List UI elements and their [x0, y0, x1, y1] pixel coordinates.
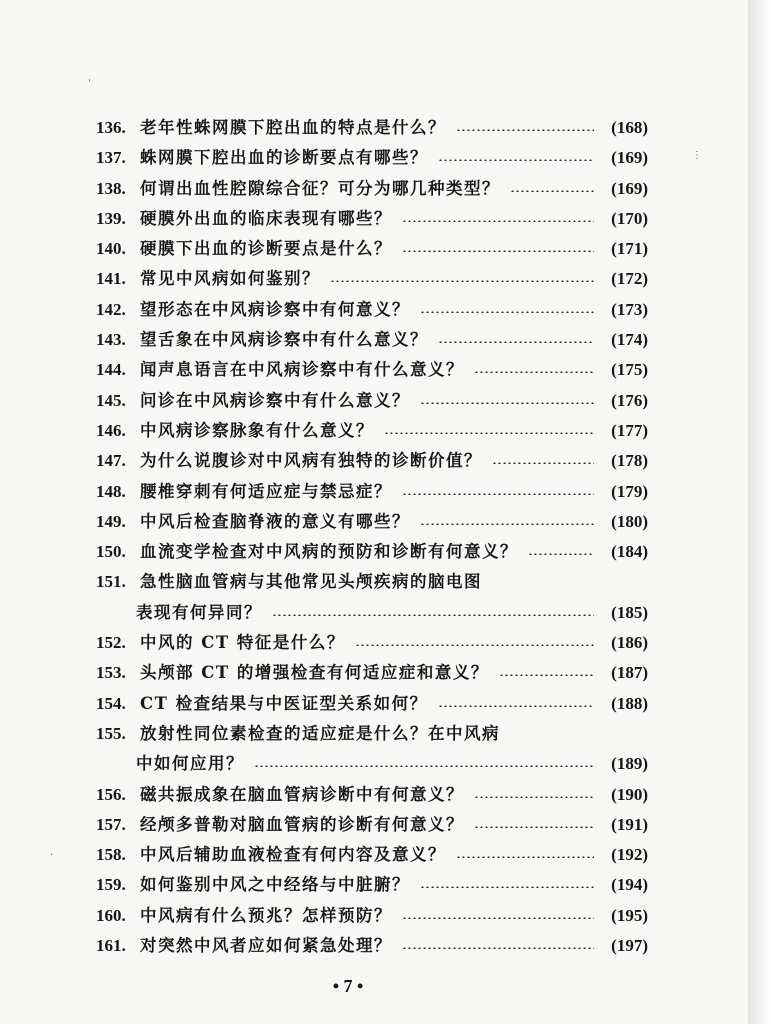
- toc-entry: [96, 567, 648, 628]
- dot-leader: [402, 493, 594, 495]
- entry-title: 为什么说腹诊对中风病有独特的诊断价值？: [140, 451, 482, 471]
- entry-title: 望形态在中风病诊察中有何意义？: [140, 299, 410, 319]
- entry-number: 145.: [96, 390, 126, 410]
- entry-number: 155.: [96, 723, 126, 743]
- dot-leader: [384, 432, 594, 434]
- entry-line: [140, 264, 648, 294]
- entry-number: 161.: [96, 936, 126, 956]
- entry-number: 137.: [96, 148, 126, 168]
- toc-entry: [96, 810, 648, 840]
- dot-leader: [499, 674, 594, 676]
- entry-title: 蛛网膜下腔出血的诊断要点有哪些？: [140, 148, 428, 168]
- entry-page: (180): [611, 511, 648, 531]
- toc-entry: [96, 386, 648, 416]
- entry-number: 148.: [96, 481, 126, 501]
- dot-leader: [510, 190, 594, 192]
- entry-title: 中风的 CT 特征是什么？: [140, 633, 345, 653]
- toc-entry: [96, 780, 648, 810]
- entry-page: (187): [611, 663, 648, 683]
- entry-number: 151.: [96, 572, 126, 592]
- entry-line: [140, 204, 648, 234]
- dot-leader: [438, 705, 594, 707]
- entry-page: (173): [611, 299, 648, 319]
- page-number: • 7 •: [332, 976, 364, 996]
- scan-speck: ⋮: [692, 150, 702, 161]
- entry-number: 154.: [96, 693, 126, 713]
- entry-page: (169): [611, 178, 648, 198]
- entry-line: [136, 749, 648, 779]
- entry-line: [140, 325, 648, 355]
- dot-leader: [420, 311, 594, 313]
- toc-entry: [96, 234, 648, 264]
- entry-page: (184): [611, 542, 648, 562]
- entry-line: [140, 931, 648, 961]
- toc-entry: [96, 264, 648, 294]
- entry-line: [140, 689, 648, 719]
- toc-entry: [96, 295, 648, 325]
- entry-number: 140.: [96, 239, 126, 259]
- entry-line: [140, 477, 648, 507]
- dot-leader: [420, 886, 594, 888]
- entry-title: 老年性蛛网膜下腔出血的特点是什么？: [140, 118, 446, 137]
- entry-title: 经颅多普勒对脑血管病的诊断有何意义？: [140, 814, 464, 834]
- toc-entry: [96, 840, 648, 870]
- entry-number: 142.: [96, 299, 126, 319]
- dot-leader: [355, 644, 594, 646]
- entry-number: 139.: [96, 208, 126, 228]
- entry-page: (195): [611, 905, 648, 925]
- dot-leader: [420, 523, 594, 525]
- dot-leader: [474, 796, 594, 798]
- toc-entry: [96, 204, 648, 234]
- entry-number: 149.: [96, 511, 126, 531]
- entry-number: 141.: [96, 269, 126, 289]
- toc-entry: [96, 537, 648, 567]
- entry-number: 147.: [96, 451, 126, 471]
- entry-title: 对突然中风者应如何紧急处理？: [140, 936, 392, 956]
- dot-leader: [402, 250, 594, 252]
- entry-page: (178): [611, 451, 648, 471]
- toc-entry: [96, 931, 648, 961]
- toc-entry: [96, 870, 648, 900]
- entry-page: (170): [611, 208, 648, 228]
- entry-line: [140, 113, 648, 143]
- dot-leader: [330, 280, 594, 282]
- entry-title: 望舌象在中风病诊察中有什么意义？: [140, 330, 428, 350]
- entry-title: 硬膜下出血的诊断要点是什么？: [140, 239, 392, 259]
- dot-leader: [272, 614, 594, 616]
- toc-entry: [96, 325, 648, 355]
- entry-title: 腰椎穿刺有何适应症与禁忌症？: [140, 481, 392, 501]
- entry-title-continuation: 表现有何异同？: [136, 602, 262, 622]
- entry-page: (168): [611, 118, 648, 137]
- table-of-contents: [96, 113, 648, 961]
- entry-number: 138.: [96, 178, 126, 198]
- entry-page: (197): [611, 936, 648, 956]
- toc-entry: [96, 658, 648, 688]
- entry-page: (191): [611, 814, 648, 834]
- entry-page: (174): [611, 330, 648, 350]
- entry-line: [140, 870, 648, 900]
- entry-title: 中风病有什么预兆？怎样预防？: [140, 905, 392, 925]
- dot-leader: [438, 159, 594, 161]
- entry-title: 如何鉴别中风之中经络与中脏腑？: [140, 875, 410, 895]
- toc-entry: [96, 113, 648, 143]
- entry-page: (177): [611, 420, 648, 440]
- entry-number: 136.: [96, 118, 126, 137]
- toc-entry: [96, 719, 648, 780]
- entry-page: (194): [611, 875, 648, 895]
- entry-title-continuation: 中如何应用？: [136, 754, 244, 774]
- entry-line: [140, 355, 648, 385]
- toc-entry: [96, 174, 648, 204]
- entry-title: CT 检查结果与中医证型关系如何？: [140, 693, 428, 713]
- dot-leader: [456, 856, 594, 858]
- entry-page: (176): [611, 390, 648, 410]
- dot-leader: [402, 947, 594, 949]
- entry-line: [140, 780, 648, 810]
- entry-number: 146.: [96, 420, 126, 440]
- entry-page: (172): [611, 269, 648, 289]
- toc-entry: [96, 416, 648, 446]
- entry-title: 问诊在中风病诊察中有什么意义？: [140, 390, 410, 410]
- entry-title: 硬膜外出血的临床表现有哪些？: [140, 208, 392, 228]
- scan-speck: ·: [50, 850, 54, 861]
- dot-leader: [474, 826, 594, 828]
- entry-line: [140, 446, 648, 476]
- entry-line: [140, 901, 648, 931]
- dot-leader: [492, 462, 594, 464]
- entry-line: [140, 174, 648, 204]
- entry-number: 143.: [96, 330, 126, 350]
- entry-page: (188): [611, 693, 648, 713]
- entry-page: (189): [611, 754, 648, 774]
- dot-leader: [528, 553, 594, 555]
- scan-speck: ˌ: [88, 72, 91, 83]
- entry-title: 头颅部 CT 的增强检查有何适应症和意义？: [140, 663, 489, 683]
- entry-page: (179): [611, 481, 648, 501]
- toc-entry: [96, 477, 648, 507]
- entry-number: 157.: [96, 814, 126, 834]
- entry-line: [136, 598, 648, 628]
- entry-page: (171): [611, 239, 648, 259]
- entry-number: 159.: [96, 875, 126, 895]
- entry-line: [140, 143, 648, 173]
- entry-title: 闻声息语言在中风病诊察中有什么意义？: [140, 360, 464, 380]
- entry-number: 156.: [96, 784, 126, 804]
- entry-line: [140, 295, 648, 325]
- entry-title: 急性脑血管病与其他常见头颅疾病的脑电图: [140, 572, 482, 592]
- entry-number: 152.: [96, 633, 126, 653]
- dot-leader: [402, 917, 594, 919]
- entry-page: (186): [611, 633, 648, 653]
- toc-entry: [96, 901, 648, 931]
- entry-title: 中风病诊察脉象有什么意义？: [140, 420, 374, 440]
- toc-entry: [96, 507, 648, 537]
- entry-line: [140, 507, 648, 537]
- entry-title: 中风后辅助血液检查有何内容及意义？: [140, 845, 446, 865]
- entry-page: (192): [611, 845, 648, 865]
- dot-leader: [254, 765, 594, 767]
- toc-entry: [96, 143, 648, 173]
- entry-title: 何谓出血性腔隙综合征？可分为哪几种类型？: [140, 178, 500, 198]
- toc-entry: [96, 628, 648, 658]
- entry-title: 放射性同位素检查的适应症是什么？在中风病: [140, 723, 500, 743]
- entry-title: 常见中风病如何鉴别？: [140, 269, 320, 289]
- toc-entry: [96, 446, 648, 476]
- entry-number: 158.: [96, 845, 126, 865]
- entry-line: [140, 234, 648, 264]
- entry-number: 160.: [96, 905, 126, 925]
- dot-leader: [438, 341, 594, 343]
- dot-leader: [456, 129, 594, 131]
- dot-leader: [474, 371, 594, 373]
- toc-entry: [96, 689, 648, 719]
- entry-line: [140, 628, 648, 658]
- entry-number: 153.: [96, 663, 126, 683]
- entry-page: (169): [611, 148, 648, 168]
- entry-title: 中风后检查脑脊液的意义有哪些？: [140, 511, 410, 531]
- entry-line: [140, 658, 648, 688]
- entry-title: 血流变学检查对中风病的预防和诊断有何意义？: [140, 542, 518, 562]
- entry-line: [140, 386, 648, 416]
- entry-number: 144.: [96, 360, 126, 380]
- scan-edge: [748, 0, 771, 1024]
- entry-number: 150.: [96, 542, 126, 562]
- toc-entry: [96, 355, 648, 385]
- entry-line: [140, 840, 648, 870]
- entry-page: (185): [611, 602, 648, 622]
- entry-line: [140, 416, 648, 446]
- entry-page: (175): [611, 360, 648, 380]
- dot-leader: [402, 220, 594, 222]
- entry-title: 磁共振成象在脑血管病诊断中有何意义？: [140, 784, 464, 804]
- entry-page: (190): [611, 784, 648, 804]
- dot-leader: [420, 402, 594, 404]
- entry-line: [140, 810, 648, 840]
- entry-line: [140, 537, 648, 567]
